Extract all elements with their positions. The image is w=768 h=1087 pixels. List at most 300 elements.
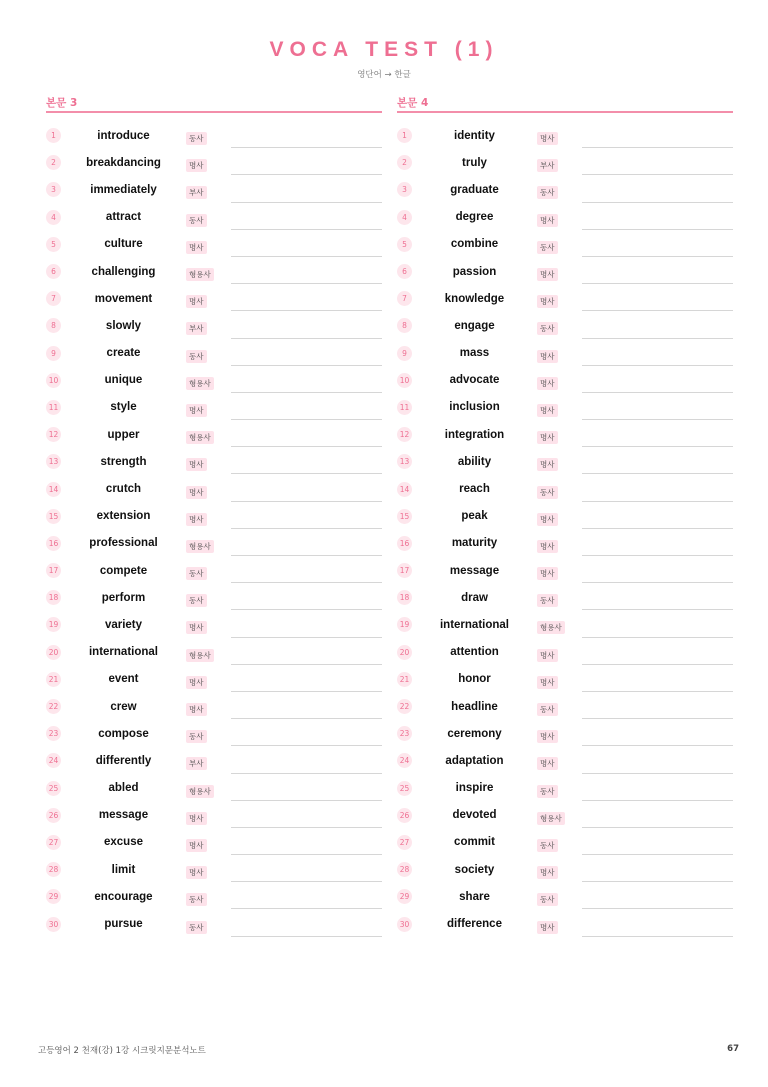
vocab-word: variety [104,618,143,631]
vocab-word: honor [458,673,491,686]
vocab-row [397,231,733,258]
pos-cell [186,398,232,417]
answer-line[interactable] [582,814,733,828]
item-number-badge: 14 [46,482,61,497]
vocab-row [46,475,382,502]
answer-line[interactable] [231,651,382,665]
item-number-badge: 1 [397,128,412,143]
vocab-row [397,312,733,339]
pos-cell [537,289,583,308]
pos-cell [186,180,232,199]
pos-cell [186,126,232,145]
answer-line[interactable] [582,488,733,502]
answer-line[interactable] [582,624,733,638]
section-title: 본문 4 [397,92,733,113]
vocab-row [46,231,382,258]
vocab-row [397,720,733,747]
item-number-badge: 8 [46,318,61,333]
vocab-row [397,176,733,203]
pos-cell [537,398,583,417]
pos-cell [186,615,232,634]
vocab-word: breakdancing [86,156,161,169]
answer-line[interactable] [231,161,382,175]
answer-line[interactable] [231,270,382,284]
pos-cell [186,751,232,770]
vocab-row [46,747,382,774]
answer-line[interactable] [582,542,733,556]
pos-cell [186,534,232,553]
item-number-badge: 28 [397,862,412,877]
vocab-word: peak [461,510,488,523]
answer-line[interactable] [231,732,382,746]
item-number-badge: 17 [397,563,412,578]
part-of-speech-badge: 부사 [537,159,558,172]
vocab-row [397,802,733,829]
vocab-row [397,530,733,557]
part-of-speech-badge: 명사 [537,866,558,879]
part-of-speech-badge: 명사 [186,839,207,852]
pos-cell [537,860,583,879]
vocab-word: adaptation [445,754,504,767]
answer-line[interactable] [231,542,382,556]
item-number-badge: 23 [46,726,61,741]
pos-cell [537,915,583,934]
vocab-row [46,204,382,231]
answer-line[interactable] [582,379,733,393]
pos-cell [186,806,232,825]
part-of-speech-badge: 명사 [537,404,558,417]
vocab-row [46,503,382,530]
vocab-word: ability [457,455,492,468]
answer-line[interactable] [231,297,382,311]
answer-line[interactable] [231,352,382,366]
part-of-speech-badge: 명사 [537,431,558,444]
item-number-badge: 18 [46,590,61,605]
vocab-word: graduate [450,183,499,196]
answer-line[interactable] [231,569,382,583]
answer-line[interactable] [582,569,733,583]
vocab-word: truly [462,156,487,169]
part-of-speech-badge: 명사 [186,703,207,716]
item-number-badge: 13 [397,454,412,469]
vocab-word: pursue [104,918,143,931]
part-of-speech-badge: 동사 [186,567,207,580]
vocab-word: perform [101,591,146,604]
answer-line[interactable] [582,787,733,801]
vocab-row [46,693,382,720]
part-of-speech-badge: 명사 [186,458,207,471]
vocab-row [397,775,733,802]
pos-cell [537,534,583,553]
part-of-speech-badge: 명사 [186,295,207,308]
part-of-speech-badge: 형용사 [537,812,565,825]
pos-cell [186,208,232,227]
vocab-row [46,340,382,367]
part-of-speech-badge: 명사 [186,486,207,499]
pos-cell [537,180,583,199]
answer-line[interactable] [231,379,382,393]
pos-cell [537,887,583,906]
pos-cell [186,779,232,798]
part-of-speech-badge: 동사 [537,241,558,254]
pos-cell [537,833,583,852]
pos-cell [186,887,232,906]
vocab-row [46,557,382,584]
answer-line[interactable] [582,760,733,774]
item-number-badge: 23 [397,726,412,741]
vocab-word: message [449,564,500,577]
item-number-badge: 20 [46,645,61,660]
vocab-row [397,340,733,367]
pos-cell [537,561,583,580]
vocab-row [397,122,733,149]
item-number-badge: 12 [46,427,61,442]
vocab-row [397,367,733,394]
vocab-row [397,285,733,312]
pos-cell [186,371,232,390]
answer-line[interactable] [231,134,382,148]
answer-line[interactable] [582,134,733,148]
pos-cell [186,153,232,172]
answer-line[interactable] [231,841,382,855]
part-of-speech-badge: 명사 [537,730,558,743]
part-of-speech-badge: 명사 [186,159,207,172]
vocab-row [46,883,382,910]
pos-cell [186,588,232,607]
vocab-row [46,856,382,883]
item-number-badge: 10 [397,373,412,388]
vocab-word: combine [450,238,499,251]
vocab-word: headline [451,700,498,713]
part-of-speech-badge: 명사 [537,268,558,281]
pos-cell [186,670,232,689]
vocab-word: limit [111,863,136,876]
answer-line[interactable] [582,161,733,175]
item-number-badge: 6 [46,264,61,279]
answer-line[interactable] [582,732,733,746]
pos-cell [186,833,232,852]
pos-cell [186,344,232,363]
answer-line[interactable] [231,189,382,203]
answer-line[interactable] [231,406,382,420]
item-number-badge: 28 [46,862,61,877]
item-number-badge: 1 [46,128,61,143]
vocab-word: passion [452,265,497,278]
vocab-row [397,584,733,611]
vocab-word: event [108,673,139,686]
answer-line[interactable] [231,216,382,230]
answer-line[interactable] [582,243,733,257]
vocab-word: inclusion [449,401,500,414]
vocab-row [46,312,382,339]
item-number-badge: 7 [397,291,412,306]
part-of-speech-badge: 동사 [186,214,207,227]
vocab-word: reach [459,483,490,496]
item-number-badge: 22 [397,699,412,714]
part-of-speech-badge: 명사 [537,214,558,227]
vocab-row [46,584,382,611]
vocab-word: ceremony [447,727,502,740]
pos-cell [186,452,232,471]
pos-cell [537,507,583,526]
part-of-speech-badge: 동사 [537,893,558,906]
pos-cell [537,208,583,227]
vocab-row [397,639,733,666]
pos-cell [186,724,232,743]
vocab-row [397,448,733,475]
vocab-list [46,122,382,938]
pos-cell [537,153,583,172]
part-of-speech-badge: 명사 [537,350,558,363]
vocab-row [46,258,382,285]
answer-line[interactable] [231,243,382,257]
vocab-row [46,720,382,747]
vocab-row [46,394,382,421]
vocab-row [397,149,733,176]
item-number-badge: 22 [46,699,61,714]
part-of-speech-badge: 명사 [186,676,207,689]
vocab-row [46,176,382,203]
vocab-row [397,829,733,856]
answer-line[interactable] [582,189,733,203]
vocab-word: engage [454,319,495,332]
page-number: 67 [727,1044,739,1054]
vocab-word: identity [454,129,495,142]
answer-line[interactable] [231,488,382,502]
answer-line[interactable] [231,895,382,909]
vocab-word: slowly [105,319,142,332]
answer-line[interactable] [231,705,382,719]
pos-cell [537,344,583,363]
part-of-speech-badge: 명사 [537,649,558,662]
answer-line[interactable] [231,923,382,937]
item-number-badge: 19 [397,617,412,632]
answer-line[interactable] [582,651,733,665]
answer-line[interactable] [582,596,733,610]
vocab-row [397,693,733,720]
vocab-word: abled [108,782,139,795]
pos-cell [537,126,583,145]
item-number-badge: 10 [46,373,61,388]
answer-line[interactable] [582,406,733,420]
answer-line[interactable] [231,515,382,529]
pos-cell [537,235,583,254]
pos-cell [186,316,232,335]
part-of-speech-badge: 형용사 [186,268,214,281]
answer-line[interactable] [582,678,733,692]
part-of-speech-badge: 명사 [537,132,558,145]
item-number-badge: 12 [397,427,412,442]
pos-cell [186,235,232,254]
item-number-badge: 15 [46,509,61,524]
part-of-speech-badge: 동사 [537,703,558,716]
vocab-row [46,149,382,176]
vocab-word: society [454,863,495,876]
pos-cell [537,670,583,689]
vocab-list [397,122,733,938]
item-number-badge: 27 [397,835,412,850]
answer-line[interactable] [231,596,382,610]
vocab-word: integration [444,428,505,441]
item-number-badge: 2 [397,155,412,170]
item-number-badge: 29 [397,889,412,904]
item-number-badge: 2 [46,155,61,170]
part-of-speech-badge: 동사 [186,594,207,607]
answer-line[interactable] [231,814,382,828]
vocab-row [46,639,382,666]
part-of-speech-badge: 동사 [186,730,207,743]
vocab-row [46,829,382,856]
item-number-badge: 25 [397,781,412,796]
item-number-badge: 26 [46,808,61,823]
item-number-badge: 3 [46,182,61,197]
answer-line[interactable] [231,624,382,638]
vocab-word: devoted [452,809,497,822]
vocab-row [46,367,382,394]
part-of-speech-badge: 동사 [537,594,558,607]
item-number-badge: 5 [46,237,61,252]
part-of-speech-badge: 명사 [537,295,558,308]
item-number-badge: 29 [46,889,61,904]
part-of-speech-badge: 형용사 [186,649,214,662]
answer-line[interactable] [231,460,382,474]
part-of-speech-badge: 동사 [537,186,558,199]
item-number-badge: 8 [397,318,412,333]
item-number-badge: 26 [397,808,412,823]
item-number-badge: 9 [46,346,61,361]
section-column-right [397,92,733,938]
pos-cell [537,751,583,770]
item-number-badge: 3 [397,182,412,197]
item-number-badge: 4 [46,210,61,225]
pos-cell [186,697,232,716]
answer-line[interactable] [582,216,733,230]
part-of-speech-badge: 명사 [186,404,207,417]
vocab-word: challenging [91,265,156,278]
part-of-speech-badge: 명사 [186,866,207,879]
answer-line[interactable] [231,678,382,692]
answer-line[interactable] [582,433,733,447]
pos-cell [186,561,232,580]
vocab-word: upper [107,428,140,441]
vocab-word: maturity [451,537,498,550]
part-of-speech-badge: 동사 [186,350,207,363]
answer-line[interactable] [582,841,733,855]
part-of-speech-badge: 명사 [537,676,558,689]
item-number-badge: 9 [397,346,412,361]
pos-cell [537,262,583,281]
answer-line[interactable] [582,705,733,719]
answer-line[interactable] [582,460,733,474]
vocab-row [397,204,733,231]
part-of-speech-badge: 명사 [537,540,558,553]
part-of-speech-badge: 동사 [186,893,207,906]
vocab-word: movement [94,292,153,305]
part-of-speech-badge: 부사 [186,757,207,770]
answer-line[interactable] [582,895,733,909]
answer-line[interactable] [582,515,733,529]
vocab-row [46,611,382,638]
item-number-badge: 5 [397,237,412,252]
vocab-word: crutch [105,483,142,496]
vocab-row [397,666,733,693]
item-number-badge: 19 [46,617,61,632]
vocab-word: draw [461,591,488,604]
part-of-speech-badge: 동사 [186,132,207,145]
pos-cell [186,289,232,308]
part-of-speech-badge: 명사 [537,921,558,934]
item-number-badge: 16 [397,536,412,551]
answer-line[interactable] [582,352,733,366]
vocab-row [46,910,382,937]
item-number-badge: 30 [397,917,412,932]
part-of-speech-badge: 형용사 [186,377,214,390]
pos-cell [537,316,583,335]
item-number-badge: 17 [46,563,61,578]
item-number-badge: 11 [46,400,61,415]
item-number-badge: 24 [397,753,412,768]
pos-cell [186,507,232,526]
vocab-word: inspire [455,782,494,795]
answer-line[interactable] [231,433,382,447]
answer-line[interactable] [582,270,733,284]
answer-line[interactable] [231,760,382,774]
item-number-badge: 7 [46,291,61,306]
vocab-word: message [98,809,149,822]
answer-line[interactable] [582,297,733,311]
section-column-left [46,92,382,938]
answer-line[interactable] [231,787,382,801]
vocab-word: professional [89,537,158,550]
part-of-speech-badge: 명사 [186,621,207,634]
part-of-speech-badge: 동사 [537,785,558,798]
vocab-word: advocate [449,374,500,387]
page-subtitle: 영단어 → 한글 [357,70,411,80]
pos-cell [537,615,583,634]
vocab-word: international [439,618,509,631]
vocab-row [397,611,733,638]
item-number-badge: 4 [397,210,412,225]
pos-cell [186,262,232,281]
vocab-row [397,557,733,584]
vocab-row [397,503,733,530]
item-number-badge: 30 [46,917,61,932]
answer-line[interactable] [582,923,733,937]
item-number-badge: 6 [397,264,412,279]
vocab-word: crew [110,700,137,713]
answer-line[interactable] [231,325,382,339]
pos-cell [186,860,232,879]
part-of-speech-badge: 동사 [537,486,558,499]
pos-cell [537,779,583,798]
pos-cell [537,724,583,743]
vocab-row [46,530,382,557]
answer-line[interactable] [582,325,733,339]
item-number-badge: 11 [397,400,412,415]
answer-line[interactable] [231,868,382,882]
vocab-word: culture [104,238,143,251]
vocab-word: attention [450,646,499,659]
vocab-word: compose [98,727,149,740]
vocab-word: strength [100,455,147,468]
item-number-badge: 21 [46,672,61,687]
pos-cell [186,643,232,662]
pos-cell [186,915,232,934]
vocab-word: commit [454,836,495,849]
page-title: VOCA TEST (1) [269,38,499,61]
answer-line[interactable] [582,868,733,882]
item-number-badge: 15 [397,509,412,524]
